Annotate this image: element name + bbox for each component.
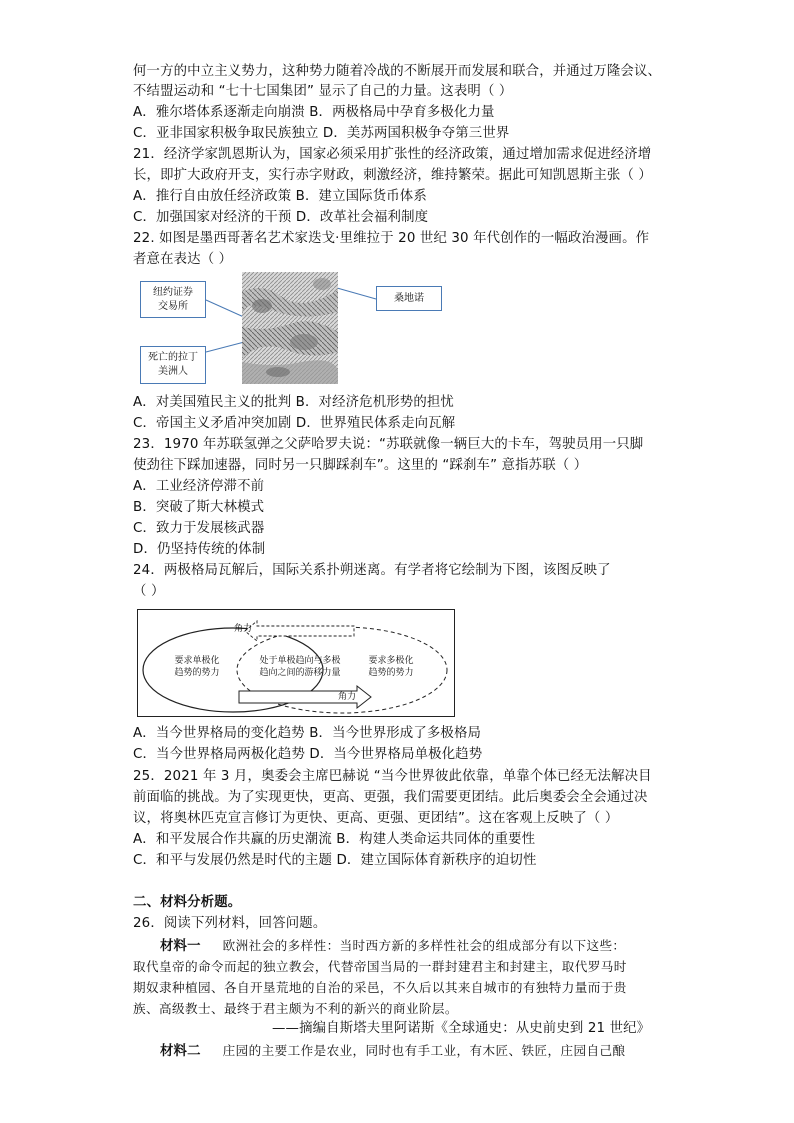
material-1-line4: 族、高级教士、最终于君主颇为不利的新兴的商业阶层。 — [133, 1001, 458, 1016]
arrow-top-label: 角力 — [233, 624, 252, 634]
q23-option-b: B．突破了斯大林模式 — [133, 500, 265, 515]
label-text: 纽约证券 — [153, 286, 193, 298]
label-text: 桑地诺 — [394, 292, 424, 304]
label-text: 要求多极化 — [368, 656, 414, 666]
material-1-line3: 期奴隶种植园、各自开垦荒地的自治的采邑，不久后以其来自城市的有独特力量而于贵 — [133, 980, 627, 995]
q23-option-d: D．仍坚持传统的体制 — [133, 542, 266, 557]
material-2-label: 材料二 — [160, 1044, 201, 1059]
q22-options-ab: A．对美国殖民主义的批判 B．对经济危机形势的担忧 — [133, 395, 454, 410]
q25-stem-line3: 议，将奥林匹克宣言修订为更快、更高、更强、更团结”。这在客观上反映了（ ） — [133, 811, 619, 826]
material-1-first-line — [160, 936, 625, 957]
q22-options-cd: C．帝国主义矛盾冲突加剧 D．世界殖民体系走向瓦解 — [133, 416, 456, 431]
material-1-line1: 欧洲社会的多样性：当时西方新的多样性社会的组成部分有以下这些： — [222, 938, 626, 953]
q24-stem-line1: 24．两极格局瓦解后，国际关系扑朔迷离。有学者将它绘制为下图，该图反映了 — [133, 563, 611, 578]
cartoon-illustration — [242, 272, 338, 384]
political-cartoon-image — [242, 272, 338, 384]
swing-forces-label — [247, 655, 353, 679]
label-sandino — [376, 286, 442, 311]
q23-option-a: A．工业经济停滞不前 — [133, 479, 265, 494]
q21-stem-line2: 长，即扩大政府开支，实行赤字财政，刺激经济，维持繁荣。据此可知凯恩斯主张（ ） — [133, 168, 652, 183]
q22-stem-line1: 22. 如图是墨西哥著名艺术家迭戈·里维拉于 20 世纪 30 年代创作的一幅政治漫画。作 — [133, 231, 650, 246]
q26-stem: 26．阅读下列材料，回答问题。 — [133, 916, 327, 931]
label-text: 要求单极化 — [174, 656, 220, 666]
q20-options-ab: A．雅尔塔体系逐渐走向崩溃 B．两极格局中孕育多极化力量 — [133, 105, 495, 120]
q21-stem-line1: 21．经济学家凯恩斯认为，国家必须采用扩张性的经济政策，通过增加需求促进经济增 — [133, 147, 652, 162]
q23-option-c: C．致力于发展核武器 — [133, 521, 265, 536]
q20-stem-line2: 不结盟运动和 “七十七国集团” 显示了自己的力量。这表明（ ） — [133, 84, 513, 99]
material-1-label: 材料一 — [160, 939, 201, 954]
multipolar-forces-label — [355, 655, 427, 679]
arrow-bottom-label: 角力 — [337, 692, 356, 702]
q21-options-ab: A．推行自由放任经济政策 B．建立国际货币体系 — [133, 189, 427, 204]
unipolar-forces-label — [161, 655, 233, 679]
callout-line-exchange — [206, 300, 246, 318]
label-dead-latin-americans — [140, 346, 206, 384]
q25-options-cd: C．和平与发展仍然是时代的主题 D．建立国际体育新秩序的迫切性 — [133, 853, 537, 868]
q21-options-cd: C．加强国家对经济的干预 D．改革社会福利制度 — [133, 210, 429, 225]
section-title: 二、材料分析题。 — [133, 895, 242, 910]
q25-stem-line2: 前面临的挑战。为了实现更快，更高、更强，我们需要更团结。此后奥委会全会通过决 — [133, 790, 648, 805]
q22-stem-line2: 者意在表达（ ） — [133, 252, 233, 267]
material-1-source: ——摘编自斯塔夫里阿诺斯《全球通史：从史前史到 21 世纪》 — [272, 1021, 651, 1036]
label-text: 趋向之间的游移力量 — [259, 668, 341, 678]
label-ny-stock-exchange — [140, 281, 206, 318]
q24-stem-line2: （ ） — [133, 584, 165, 599]
material-2-first-line — [160, 1041, 625, 1062]
label-text: 趋势的势力 — [368, 668, 414, 678]
q25-options-ab: A．和平发展合作共赢的历史潮流 B．构建人类命运共同体的重要性 — [133, 832, 536, 847]
q20-stem-line1: 何一方的中立主义势力，这种势力随着冷战的不断展开而发展和联合，并通过万隆会议、 — [133, 64, 662, 79]
label-text: 交易所 — [158, 300, 188, 312]
q25-stem-line1: 25．2021 年 3 月，奥委会主席巴赫说 “当今世界彼此依靠，单靠个体已经无法解决目 — [133, 769, 652, 784]
q24-options-ab: A．当今世界格局的变化趋势 B．当今世界形成了多极格局 — [133, 726, 482, 741]
q24-options-cd: C．当今世界格局两极化趋势 D．当今世界格局单极化趋势 — [133, 747, 483, 762]
label-text: 美洲人 — [158, 366, 188, 377]
label-text: 死亡的拉丁 — [148, 352, 198, 363]
q23-stem-line2: 使劲往下踩加速器，同时另一只脚踩刹车”。这里的 “踩刹车” 意指苏联（ ） — [133, 458, 588, 473]
q23-stem-line1: 23．1970 年苏联氢弹之父萨哈罗夫说：“苏联就像一辆巨大的卡车，驾驶员用一只脚 — [133, 437, 644, 452]
material-1-line2: 取代皇帝的命令而起的独立教会，代替帝国当局的一群封建君主和封建主，取代罗马时 — [133, 959, 627, 974]
world-pattern-diagram — [137, 609, 455, 717]
label-text: 处于单极趋向与多极 — [259, 656, 341, 666]
label-text: 趋势的势力 — [174, 668, 220, 678]
material-2-line1: 庄园的主要工作是农业，同时也有手工业，有木匠、铁匠，庄园自己酿 — [222, 1043, 626, 1058]
q20-options-cd: C．亚非国家积极争取民族独立 D．美苏两国积极争夺第三世界 — [133, 126, 510, 141]
